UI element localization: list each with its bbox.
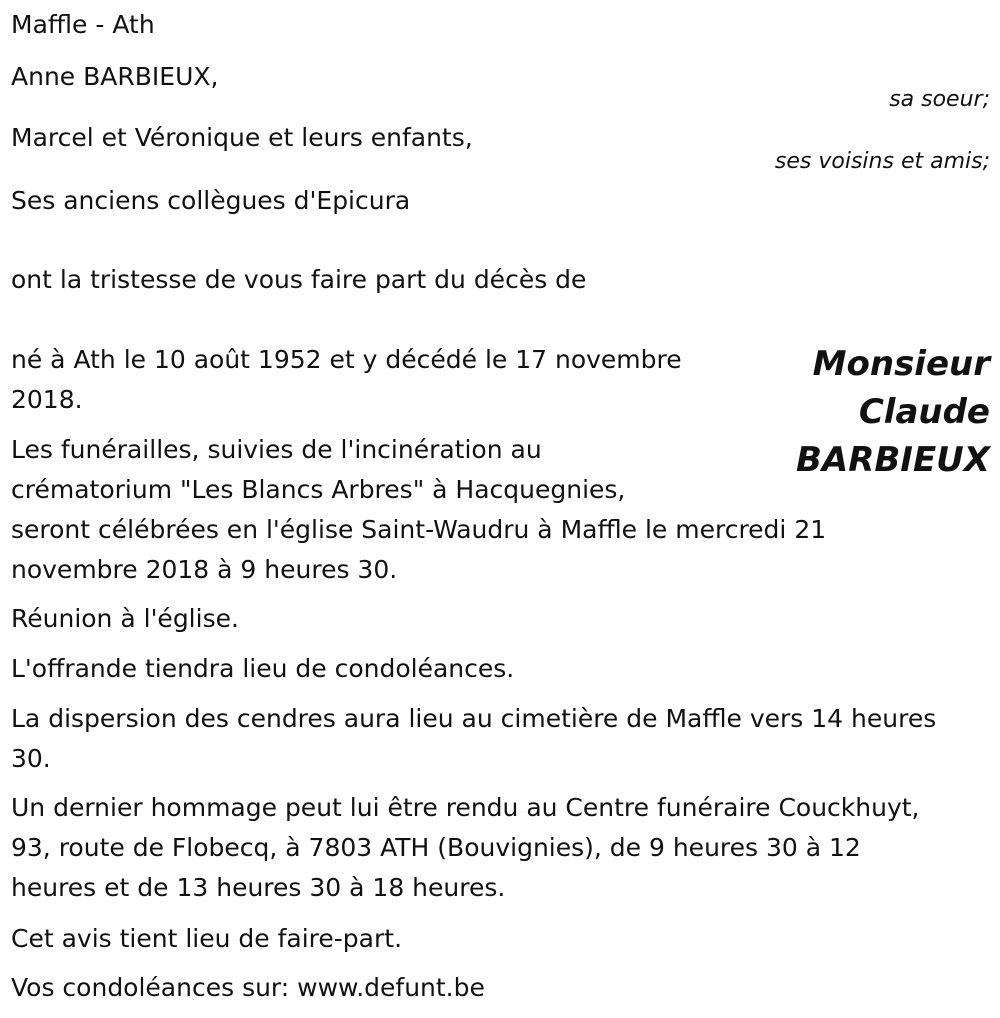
deceased-name-block: [796, 340, 990, 484]
offering-text: L'offrande tiendra lieu de condoléances.: [11, 654, 515, 683]
announcement-text: ont la tristesse de vous faire part du décès de: [11, 265, 587, 294]
birth-death-line-2: 2018.: [11, 385, 83, 414]
funeral-line-1: Les funérailles, suivies de l'incinération au: [11, 435, 542, 464]
tribute-line-3: heures et de 13 heures 30 à 18 heures.: [11, 873, 506, 902]
funeral-line-2: crématorium "Les Blancs Arbres" à Hacquegnies,: [11, 475, 626, 504]
relation-neighbors: ses voisins et amis;: [774, 149, 990, 174]
ashes-line-2: 30.: [11, 744, 51, 773]
ashes-line-1: La dispersion des cendres aura lieu au cimetière de Maffle vers 14 heures: [11, 704, 937, 733]
tribute-line-1: Un dernier hommage peut lui être rendu au Centre funéraire Couckhuyt,: [11, 793, 920, 822]
deceased-first-name: Claude: [858, 392, 990, 432]
family-member-neighbors: Marcel et Véronique et leurs enfants,: [11, 123, 473, 152]
deceased-last-name: BARBIEUX: [795, 440, 990, 480]
location-heading: Maffle - Ath: [11, 10, 155, 39]
relation-sister: sa soeur;: [889, 87, 990, 112]
funeral-line-3: seront célébrées en l'église Saint-Waudru à Maffle le mercredi 21: [11, 515, 827, 544]
birth-death-line-1: né à Ath le 10 août 1952 et y décédé le 17 novembre: [11, 345, 682, 374]
meeting-text: Réunion à l'église.: [11, 604, 239, 633]
funeral-line-4: novembre 2018 à 9 heures 30.: [11, 555, 398, 584]
family-member-sister: Anne BARBIEUX,: [11, 62, 219, 91]
condolences-text: Vos condoléances sur: www.defunt.be: [11, 973, 485, 1002]
family-member-colleagues: Ses anciens collègues d'Epicura: [11, 186, 411, 215]
tribute-line-2: 93, route de Flobecq, à 7803 ATH (Bouvignies), de 9 heures 30 à 12: [11, 833, 861, 862]
notice-text: Cet avis tient lieu de faire-part.: [11, 924, 403, 953]
deceased-title: Monsieur: [812, 344, 990, 384]
